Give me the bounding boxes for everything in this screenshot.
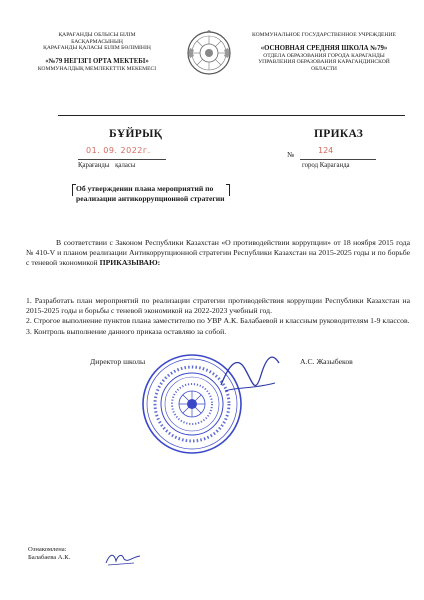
handwritten-date: 01. 09. 2022г. <box>86 146 151 155</box>
acknowledgement-block <box>28 546 70 563</box>
header-divider <box>58 115 405 116</box>
signatory-name: А.С. Жазыбеков <box>300 357 353 366</box>
header-left-line: БАСҚАРМАСЫНЫҢ <box>71 38 123 45</box>
header-right-line: ОТДЕЛА ОБРАЗОВАНИЯ ГОРОДА КАРАГАНДЫ <box>263 52 385 59</box>
preamble-paragraph <box>26 238 410 269</box>
acknowledgement-signature-icon <box>104 551 144 567</box>
order-items <box>26 296 410 337</box>
order-item: 3. Контроль выполнение данного приказа оставляю за собой. <box>26 326 227 336</box>
city-kz: Қарағанды қаласы <box>78 162 136 169</box>
header-left-block <box>18 32 176 72</box>
handwritten-number: 124 <box>318 146 334 155</box>
acknowledgement-person: Балабаева А.К. <box>28 554 71 562</box>
header-right-school: «ОСНОВНАЯ СРЕДНЯЯ ШКОЛА №79» <box>260 44 388 52</box>
state-emblem-icon <box>186 30 232 76</box>
acknowledgement-label: Ознакомлена: <box>28 546 67 553</box>
number-label: № <box>287 150 295 159</box>
director-signature-icon <box>215 345 285 405</box>
signatory-title: Директор школы <box>90 357 146 366</box>
order-item: 2. Строгое выполнение пунктов плана заместителю по УВР А.К. Балабаевой и классным руководителям 1-9 классов. <box>26 316 410 326</box>
doc-kind-kz: БҰЙРЫҚ <box>109 128 163 140</box>
header-right-block <box>240 32 408 72</box>
doc-kind-ru: ПРИКАЗ <box>314 128 364 140</box>
order-subject: Об утверждении плана мероприятий по реализации антикоррупционной стратегии <box>76 184 225 203</box>
preamble-text: В соответствии с Законом Республики Казахстан «О противодействии коррупции» от 18 ноября 2015 года № 410-V и планом реализации Антикоррупционной стратегии Республики Казахстан на 2015-2025 годы и по борьбе с теневой экономикой <box>26 238 410 268</box>
header-right-org: КОММУНАЛЬНОЕ ГОСУДАРСТВЕННОЕ УЧРЕЖДЕНИЕ <box>252 32 396 38</box>
order-keyword: ПРИКАЗЫВАЮ: <box>99 258 161 268</box>
header-right-line: ОБЛАСТИ <box>311 65 337 72</box>
city-ru: город Караганда <box>302 162 350 169</box>
header-left-org: КОММУНАЛДЫҚ МЕМЛЕКЕТТІК МЕКЕМЕСІ <box>37 65 157 72</box>
order-item: 1. Разработать план мероприятий по реализации стратегии противодействия коррупции Республики Казахстан на 2015-2025 годы и борьбы с теневой экономикой на 2022-2023 учебный год. <box>26 296 410 316</box>
number-underline <box>300 150 376 160</box>
header-left-school: «№79 НЕГІЗГІ ОРТА МЕКТЕБІ» <box>45 57 149 65</box>
header-left-line: ҚАРАҒАНДЫ ОБЛЫСЫ БІЛІМ <box>58 32 136 38</box>
header-right-line: УПРАВЛЕНИЯ ОБРАЗОВАНИЯ КАРАГАНДИНСКОЙ <box>258 59 390 66</box>
header-left-line: ҚАРАҒАНДЫ ҚАЛАСЫ БІЛІМ БӨЛІМІНІҢ <box>43 45 151 52</box>
